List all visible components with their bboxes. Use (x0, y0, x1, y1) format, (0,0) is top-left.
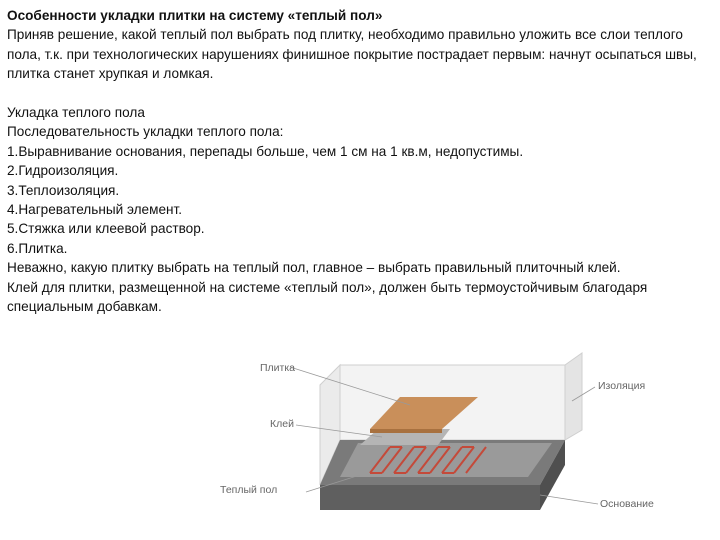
label-base: Основание (600, 498, 654, 510)
document-text (7, 6, 713, 316)
tile-choice-paragraph: Неважно, какую плитку выбрать на теплый пол, главное – выбрать правильный плиточный клей. (7, 260, 621, 276)
step-item: 3.Теплоизоляция. (7, 182, 120, 198)
warm-floor-diagram (210, 345, 680, 540)
step-item: 2.Гидроизоляция. (7, 163, 119, 179)
intro-paragraph: Приняв решение, какой теплый пол выбрать под плитку, необходимо правильно уложить все слои теплого пола, т.к. при технологических нарушениях финишное покрытие пострадает первым: начнут осыпаться швы, плитка станет хрупкая и ломкая. (7, 27, 697, 82)
floor-layers-illustration (210, 345, 680, 540)
document-title: Особенности укладки плитки на систему «теплый пол» (7, 8, 383, 23)
section-heading: Укладка теплого пола (7, 105, 145, 121)
glue-paragraph: Клей для плитки, размещенной на системе «теплый пол», должен быть термоустойчивым благодаря специальным добавкам. (7, 279, 648, 315)
label-warm-floor: Теплый пол (220, 484, 278, 496)
step-item: 5.Стяжка или клеевой раствор. (7, 221, 205, 237)
step-item: 4.Нагревательный элемент. (7, 202, 183, 218)
label-glue: Клей (270, 418, 294, 430)
tile-layer-edge (370, 429, 442, 433)
base-slab-front (320, 485, 540, 510)
step-item: 1.Выравнивание основания, перепады больше, чем 1 см на 1 кв.м, недопустимы. (7, 143, 524, 159)
label-insulation: Изоляция (598, 380, 646, 392)
paragraph-spacer (7, 84, 713, 103)
label-tile: Плитка (260, 362, 296, 374)
step-item: 6.Плитка. (7, 240, 68, 256)
sequence-heading: Последовательность укладки теплого пола: (7, 124, 284, 140)
